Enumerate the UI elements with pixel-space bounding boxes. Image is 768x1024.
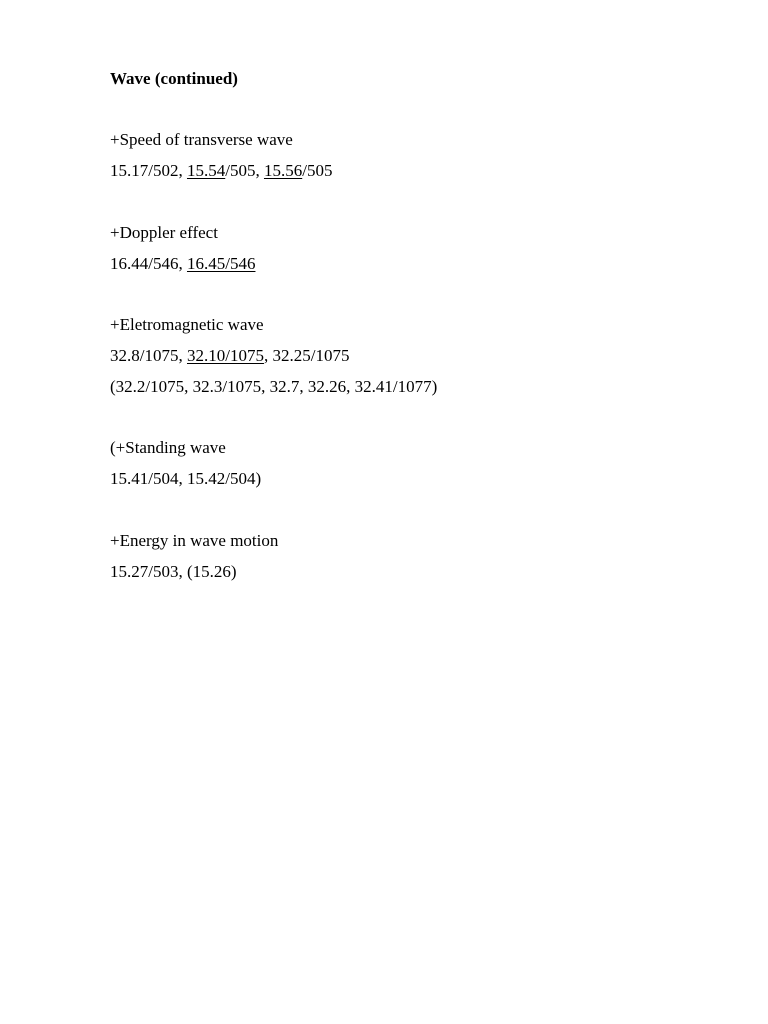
section-heading-standing-wave: (+Standing wave xyxy=(110,438,226,457)
line-text: 32.8/1075, xyxy=(110,346,187,365)
section-heading-doppler-effect: +Doppler effect xyxy=(110,223,218,242)
section-line xyxy=(110,254,255,274)
line-text: , 32.25/1075 xyxy=(263,346,350,365)
page-title: Wave (continued) xyxy=(110,69,238,88)
underlined-reference: 16.45/546 xyxy=(186,254,256,273)
line-text: /505, xyxy=(225,161,264,180)
section-line xyxy=(110,377,437,397)
section-line xyxy=(110,346,349,366)
section-line xyxy=(110,161,332,181)
section-heading-energy-in-wave-motion: +Energy in wave motion xyxy=(110,531,279,550)
underlined-reference: 15.54 xyxy=(186,161,226,180)
line-text: 15.17/502, xyxy=(110,161,187,180)
underlined-reference: 15.56 xyxy=(263,161,303,180)
line-text: 15.27/503, (15.26) xyxy=(110,562,237,581)
section-heading-electromagnetic-wave: +Eletromagnetic wave xyxy=(110,315,264,334)
section-line xyxy=(110,562,237,582)
line-text: /505 xyxy=(302,161,333,180)
section-line xyxy=(110,469,261,489)
underlined-reference: 32.10/1075 xyxy=(186,346,264,365)
section-heading-speed-of-transverse-wave: +Speed of transverse wave xyxy=(110,130,293,149)
line-text: 15.41/504, 15.42/504) xyxy=(110,469,262,488)
line-text: (32.2/1075, 32.3/1075, 32.7, 32.26, 32.41/1077) xyxy=(110,377,438,396)
line-text: 16.44/546, xyxy=(110,254,187,273)
